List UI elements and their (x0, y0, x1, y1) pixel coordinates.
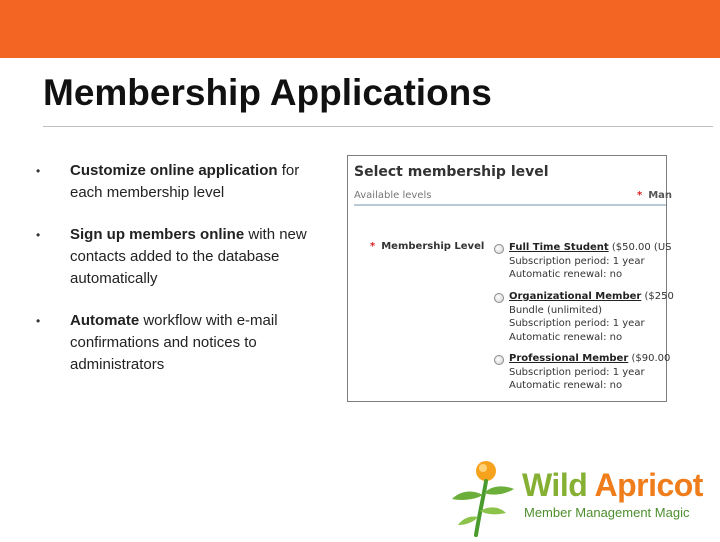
membership-form-screenshot (347, 155, 674, 402)
option-price: ($50.00 (US (611, 242, 672, 253)
form-heading: Select membership level (354, 164, 549, 180)
logo-word-wild: Wild (522, 467, 588, 503)
option-price: ($90.00 (631, 353, 671, 364)
bullet-emphasis: Automate (70, 312, 140, 329)
form-divider (354, 204, 666, 206)
bullet-item (36, 310, 326, 376)
required-star-icon: * (637, 190, 643, 201)
logo-word-apricot: Apricot (594, 467, 703, 503)
option-period: Subscription period: 1 year (509, 255, 645, 267)
radio-button[interactable] (494, 244, 504, 254)
top-accent-band (0, 0, 720, 58)
option-name: Organizational Member (509, 291, 642, 302)
bullet-text: with new contacts added to the database automatically (70, 226, 307, 287)
option-name: Full Time Student (509, 242, 609, 253)
radio-button[interactable] (494, 293, 504, 303)
option-period: Subscription period: 1 year (509, 318, 645, 329)
bullet-emphasis: Sign up members online (70, 226, 245, 243)
bullet-item (36, 224, 326, 290)
option-detail: Bundle (unlimited) (509, 304, 602, 316)
bullet-list (36, 160, 326, 396)
bullet-emphasis: Customize online application (70, 162, 278, 179)
slide-title: Membership Applications (43, 72, 492, 113)
bullet-dot-icon: • (36, 164, 41, 178)
wild-apricot-logo (446, 455, 716, 537)
bullet-item (36, 160, 326, 204)
membership-level-label (370, 241, 484, 252)
required-star-icon: * (370, 241, 376, 252)
radio-button[interactable] (494, 355, 504, 365)
option-renewal: Automatic renewal: no (509, 331, 623, 343)
required-note (637, 190, 672, 201)
bullet-text: workflow with e-mail confirmations and notices to administrators (70, 312, 278, 373)
option-name: Professional Member (509, 353, 629, 364)
title-divider (43, 126, 713, 127)
bullet-dot-icon: • (36, 314, 41, 328)
logo-tagline: Member Management Magic (524, 505, 690, 520)
option-renewal: Automatic renewal: no (509, 380, 623, 391)
membership-level-label-text: Membership Level (381, 241, 485, 252)
apricot-figure-icon (446, 455, 522, 537)
required-note-text: Man (648, 190, 673, 201)
form-subheading: Available levels (354, 190, 432, 201)
logo-wordmark (522, 467, 703, 504)
option-period: Subscription period: 1 year (509, 366, 645, 378)
option-price: ($250 (644, 291, 674, 302)
bullet-dot-icon: • (36, 228, 41, 242)
option-renewal: Automatic renewal: no (509, 269, 623, 280)
bullet-text: for each membership level (70, 162, 300, 201)
